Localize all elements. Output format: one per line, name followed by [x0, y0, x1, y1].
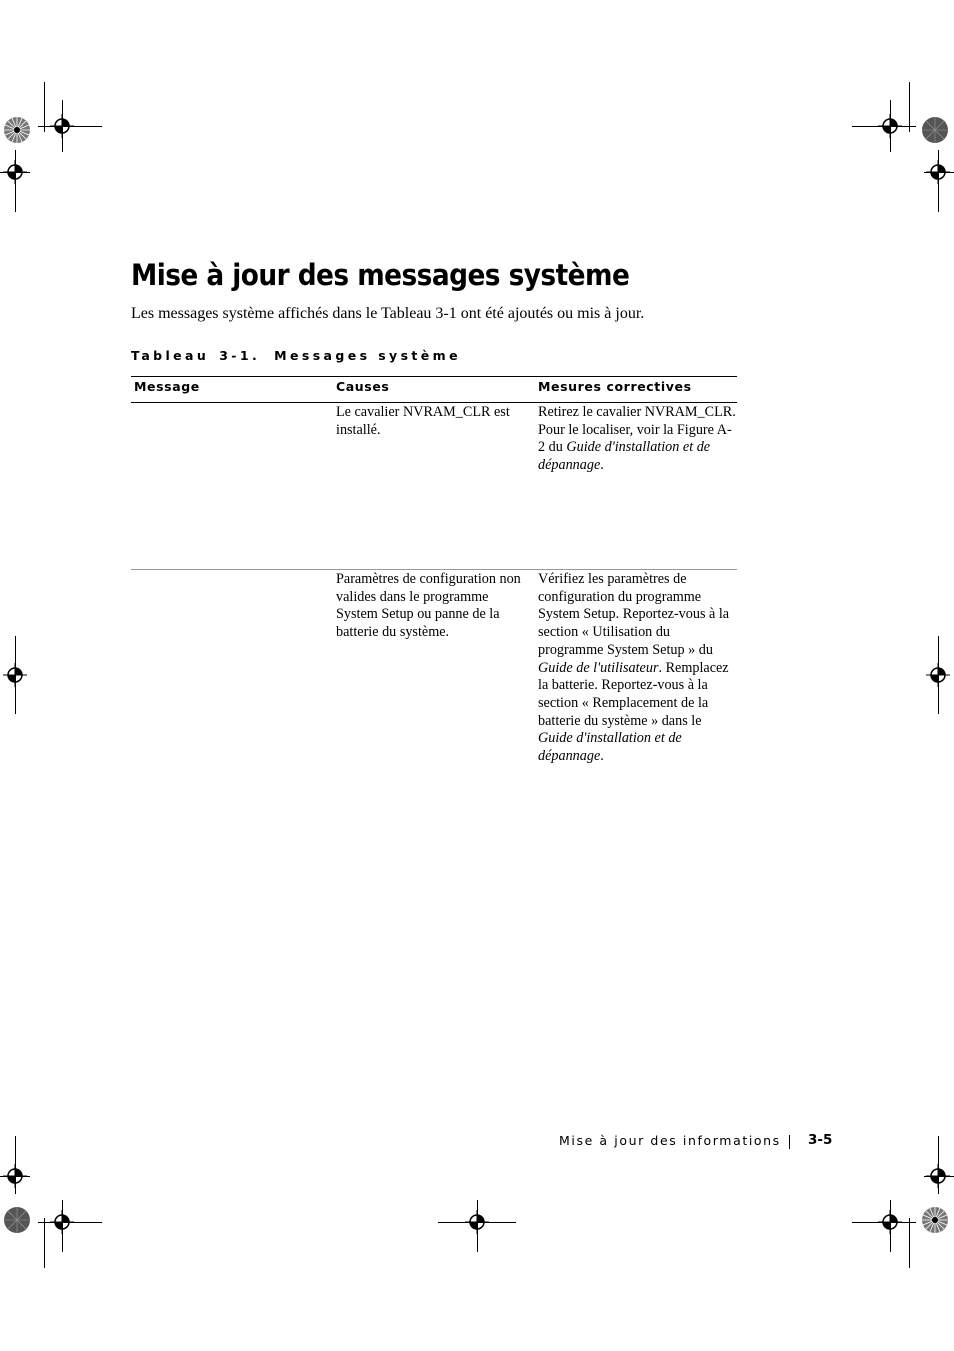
crop-mark-line	[44, 1218, 45, 1268]
footer-divider	[789, 1135, 790, 1149]
starburst-target-icon	[921, 1206, 949, 1234]
crop-mark-line	[44, 82, 45, 132]
registration-target-icon	[50, 1210, 74, 1234]
registration-target-icon	[878, 1210, 902, 1234]
caption-title: Messages système	[274, 348, 461, 363]
row1-cause: Le cavalier NVRAM_CLR est installé.	[336, 404, 510, 438]
registration-target-icon	[926, 160, 950, 184]
page-title: Mise à jour des messages système	[131, 258, 630, 292]
row-separator	[131, 569, 737, 570]
page-number: 3-5	[808, 1132, 833, 1148]
registration-target-icon	[50, 114, 74, 138]
table-caption	[131, 348, 461, 363]
registration-target-icon	[3, 663, 27, 687]
caption-label: Tableau	[131, 348, 210, 363]
registration-target-icon	[465, 1210, 489, 1234]
intro-paragraph: Les messages système affichés dans le Tableau 3-1 ont été ajoutés ou mis à jour.	[131, 305, 645, 322]
row2-corrective: Vérifiez les paramètres de configuration du programme System Setup. Reportez-vous à la section « Utilisation du programme System Setup » du Guide de l'utilisateur. Remplacez la batterie. Reportez-vous à la section « Remplacement de la batterie du système » dans le Guide d'installation et de dépannage.	[538, 571, 730, 765]
starburst-target-icon	[921, 116, 949, 144]
caption-number: 3-1.	[219, 348, 261, 363]
header-causes: Causes	[336, 379, 390, 394]
registration-target-icon	[878, 114, 902, 138]
row1-corrective: Retirez le cavalier NVRAM_CLR. Pour le localiser, voir la Figure A-2 du Guide d'installation et de dépannage.	[538, 404, 736, 474]
row2-cause: Paramètres de configuration non valides dans le programme System Setup ou panne de la batterie du système.	[336, 571, 521, 641]
starburst-target-icon	[3, 116, 31, 144]
registration-target-icon	[926, 663, 950, 687]
starburst-target-icon	[3, 1206, 31, 1234]
crop-mark-line	[909, 1218, 910, 1268]
crop-mark-line	[909, 82, 910, 132]
footer-section-title: Mise à jour des informations	[559, 1133, 781, 1148]
header-corrective: Mesures correctives	[538, 379, 692, 394]
table-top-rule	[131, 376, 737, 377]
registration-target-icon	[926, 1164, 950, 1188]
header-bottom-rule	[131, 402, 737, 403]
header-message: Message	[134, 379, 200, 394]
registration-target-icon	[3, 160, 27, 184]
registration-target-icon	[3, 1164, 27, 1188]
